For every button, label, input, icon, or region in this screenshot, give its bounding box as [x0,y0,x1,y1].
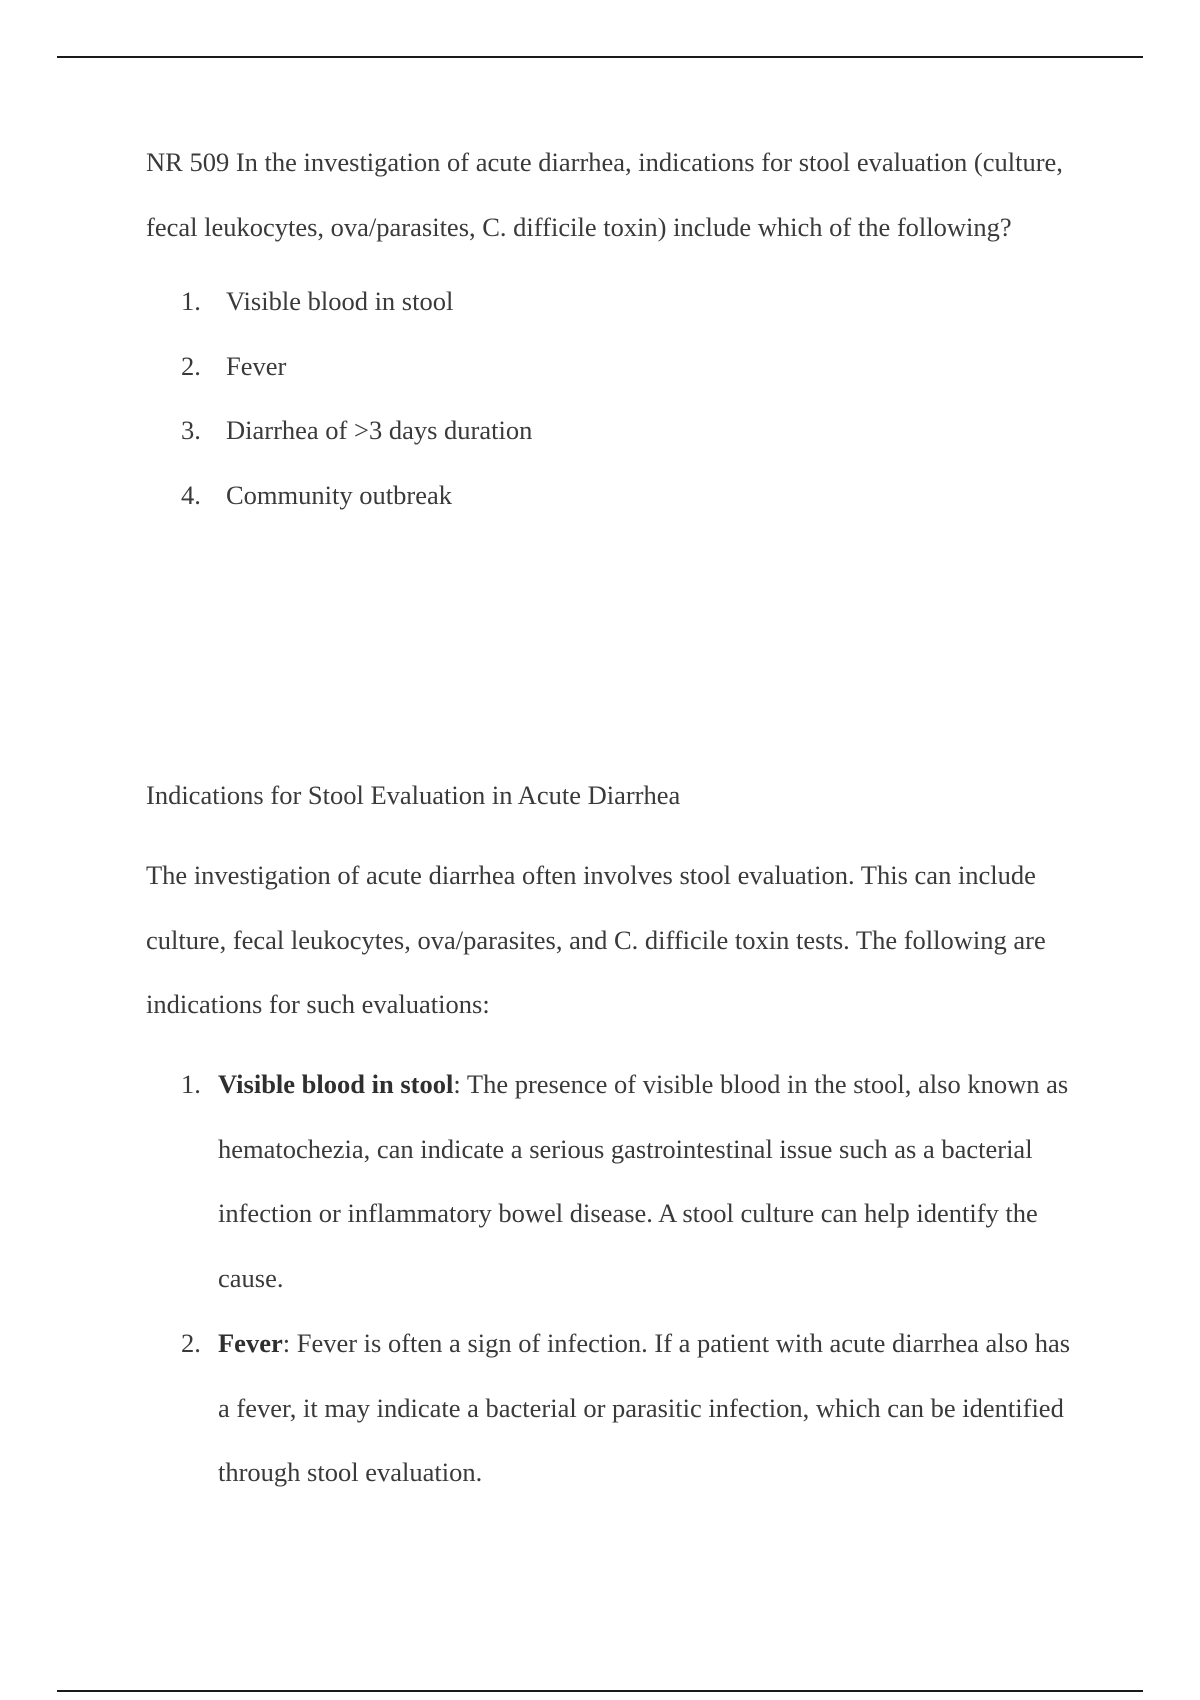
option-item [146,334,1076,399]
indication-number: 1. [181,1069,201,1099]
option-text: Fever [226,350,287,381]
indication-item [146,1311,1076,1505]
question [146,130,1076,259]
option-item [146,269,1076,334]
option-text: Diarrhea of >3 days duration [226,415,533,445]
answer-options [146,269,1076,527]
option-number: 4. [181,479,201,510]
question-section [146,130,1076,527]
option-number: 1. [181,286,201,316]
indication-number: 2. [181,1328,201,1358]
option-text: Community outbreak [226,479,452,510]
indication-item [146,1052,1076,1310]
question-text: NR 509 In the investigation of acute diarrhea, indications for stool evaluation (culture, fecal leukocytes, ova/parasites, C. difficile toxin) include which of the following? [146,147,1063,242]
top-rule [57,56,1143,58]
option-number: 2. [181,350,201,381]
option-item [146,463,1076,528]
indication-list [146,1052,1076,1506]
section-title: Indications for Stool Evaluation in Acute Diarrhea [146,780,681,810]
indication-description: : The presence of visible blood in the stool, also known as hematochezia, can indicate a serious gastrointestinal issue such as a bacterial infection or inflammatory bowel disease. A stool culture can help identify the cause. [218,1069,1069,1293]
indication-description: : Fever is often a sign of infection. If a patient with acute diarrhea also has a fever, it may indicate a bacterial or parasitic infection, which can be identified through stool evaluation. [218,1328,1071,1487]
indication-term: Fever [218,1328,283,1358]
indication-term: Visible blood in stool [218,1069,454,1099]
intro-paragraph: The investigation of acute diarrhea often involves stool evaluation. This can include culture, fecal leukocytes, ova/parasites, and C. difficile toxin tests. The following are indications for such evaluations: [146,860,1046,1019]
option-text: Visible blood in stool [226,286,454,316]
option-number: 3. [181,415,201,445]
bottom-rule [57,1690,1143,1692]
option-item [146,398,1076,463]
